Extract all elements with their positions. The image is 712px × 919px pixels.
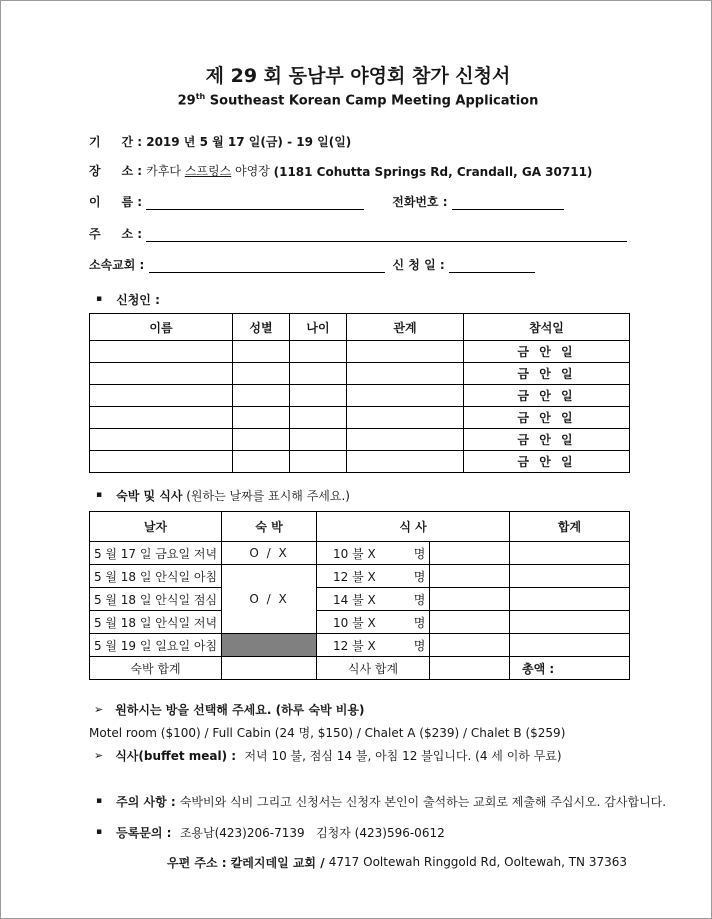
col-header-meal: 식 사 xyxy=(317,512,510,542)
period-row xyxy=(89,132,627,150)
col-header-attend-day: 참석일 xyxy=(464,314,630,341)
meal-price-cell xyxy=(317,588,430,611)
applicants-section-heading xyxy=(89,291,627,307)
room-options-line xyxy=(89,723,627,741)
attend-days-cell[interactable]: 금 안 일 xyxy=(464,407,630,429)
mailing-address-line xyxy=(167,853,627,871)
meal-unit: 명 xyxy=(413,546,426,561)
mailing-address: 4717 Ooltewah Ringgold Rd, Ooltewah, TN 37363 xyxy=(328,855,628,870)
room-select-title: 원하시는 방을 선택해 주세요. (하루 숙박 비용) xyxy=(115,702,365,717)
meal-price-cell xyxy=(317,634,430,657)
meal-unit: 명 xyxy=(413,592,426,607)
period-value: 2019 년 5 월 17 일(금) - 19 일(일) xyxy=(146,135,352,150)
meal-price: 12 불 X xyxy=(333,569,376,584)
applicants-table xyxy=(89,313,630,473)
lodging-meals-table xyxy=(89,511,630,680)
arrow-bullet-icon: ➢ xyxy=(94,702,104,716)
row-total-cell[interactable] xyxy=(510,611,630,634)
attend-days-cell[interactable]: 금 안 일 xyxy=(464,385,630,407)
meal-unit: 명 xyxy=(413,638,426,653)
date-cell: 5 월 19 일 일요일 아침 xyxy=(90,634,222,657)
apply-date-field-blank[interactable] xyxy=(449,257,535,273)
date-cell: 5 월 18 일 안식일 저녁 xyxy=(90,611,222,634)
meal-price: 10 불 X xyxy=(333,615,376,630)
contact-line xyxy=(89,823,627,841)
applicant-relation-cell[interactable] xyxy=(347,363,464,385)
meal-price-cell xyxy=(317,542,430,565)
attend-days-cell[interactable]: 금 안 일 xyxy=(464,451,630,473)
applicant-name-cell[interactable] xyxy=(90,363,233,385)
applicant-age-cell[interactable] xyxy=(290,385,347,407)
applicant-gender-cell[interactable] xyxy=(233,451,290,473)
meal-price-label: 식사(buffet meal) : xyxy=(115,748,245,763)
meal-unit: 명 xyxy=(413,569,426,584)
applicant-age-cell[interactable] xyxy=(290,451,347,473)
date-cell: 5 월 17 일 금요일 저녁 xyxy=(90,542,222,565)
date-cell: 5 월 18 일 안식일 점심 xyxy=(90,588,222,611)
name-row xyxy=(89,192,627,210)
applicant-gender-cell[interactable] xyxy=(233,429,290,451)
col-header-stay: 숙 박 xyxy=(222,512,317,542)
form-subtitle xyxy=(89,92,627,108)
lodging-row-sat-dinner xyxy=(90,611,630,634)
square-bullet-icon: ▪ xyxy=(96,293,103,304)
col-header-total: 합계 xyxy=(510,512,630,542)
name-label: 이 름 : xyxy=(89,195,147,210)
applicant-gender-cell[interactable] xyxy=(233,407,290,429)
form-title: 제 29 회 동남부 야영회 참가 신청서 xyxy=(205,65,511,87)
subtitle-number: 29 xyxy=(177,93,196,109)
row-total-cell[interactable] xyxy=(510,588,630,611)
caution-label: 주의 사항 : xyxy=(116,794,180,809)
stay-total-label: 숙박 합계 xyxy=(90,657,222,680)
contact-person-2: 김청자 (423)596-0612 xyxy=(316,825,445,840)
row-total-cell[interactable] xyxy=(510,634,630,657)
applicant-relation-cell[interactable] xyxy=(347,385,464,407)
meal-amount-cell[interactable] xyxy=(430,588,510,611)
col-header-relation: 관계 xyxy=(347,314,464,341)
col-header-name: 이름 xyxy=(90,314,233,341)
caution-line xyxy=(89,792,667,810)
subtitle-ordinal: th xyxy=(195,91,206,101)
applicant-age-cell[interactable] xyxy=(290,407,347,429)
square-bullet-icon: ▪ xyxy=(96,795,103,806)
mailing-label: 우편 주소 : 칼레지데일 교회 / xyxy=(167,855,329,870)
square-bullet-icon: ▪ xyxy=(96,826,103,837)
meal-amount-cell[interactable] xyxy=(430,565,510,588)
applicant-name-cell[interactable] xyxy=(90,407,233,429)
meal-price-cell xyxy=(317,611,430,634)
apply-date-label: 신 청 일 : xyxy=(392,258,449,273)
applicant-name-cell[interactable] xyxy=(90,341,233,363)
row-total-cell[interactable] xyxy=(510,565,630,588)
meal-price: 12 불 X xyxy=(333,638,376,653)
applicant-row xyxy=(90,385,630,407)
contact-separator xyxy=(305,825,316,839)
room-select-line xyxy=(89,700,627,718)
contact-person-1: 조용남(423)206-7139 xyxy=(179,825,305,840)
church-row xyxy=(89,255,627,273)
applicant-row xyxy=(90,363,630,385)
applicant-row xyxy=(90,341,630,363)
lodging-section-hint: (원하는 날짜를 표시해 주세요.) xyxy=(182,488,350,503)
applicant-row xyxy=(90,429,630,451)
lodging-section-title: 숙박 및 식사 xyxy=(116,488,183,503)
attend-days-cell[interactable]: 금 안 일 xyxy=(464,341,630,363)
square-bullet-icon: ▪ xyxy=(96,489,103,500)
location-address: (1181 Cohutta Springs Rd, Crandall, GA 30711) xyxy=(273,165,593,180)
meal-price-text: 저녁 10 불, 점심 14 불, 아침 12 불입니다. (4 세 이하 무료) xyxy=(244,748,562,763)
phone-label: 전화번호 : xyxy=(392,195,452,210)
meal-total-label: 식사 합계 xyxy=(317,657,430,680)
applicant-gender-cell[interactable] xyxy=(233,385,290,407)
col-header-date: 날자 xyxy=(90,512,222,542)
meal-price: 10 불 X xyxy=(333,546,376,561)
lodging-row-fri-dinner xyxy=(90,542,630,565)
attend-days-cell[interactable]: 금 안 일 xyxy=(464,363,630,385)
meal-total-cell[interactable] xyxy=(430,657,510,680)
location-row xyxy=(89,161,627,179)
col-header-age: 나이 xyxy=(290,314,347,341)
address-row xyxy=(89,224,627,242)
lodging-row-sat-breakfast xyxy=(90,565,630,588)
lodging-row-sun-breakfast xyxy=(90,634,630,657)
meal-amount-cell[interactable] xyxy=(430,611,510,634)
applicant-relation-cell[interactable] xyxy=(347,341,464,363)
applicant-name-cell[interactable] xyxy=(90,429,233,451)
applicant-age-cell[interactable] xyxy=(290,363,347,385)
stay-ox-cell[interactable]: O / X xyxy=(222,542,317,565)
applicants-section-title: 신청인 : xyxy=(116,292,160,307)
row-total-cell[interactable] xyxy=(510,542,630,565)
meal-price-line xyxy=(89,746,627,764)
meal-amount-cell[interactable] xyxy=(430,542,510,565)
stay-total-cell[interactable] xyxy=(222,657,317,680)
col-header-gender: 성별 xyxy=(233,314,290,341)
applicant-age-cell[interactable] xyxy=(290,341,347,363)
applicant-age-cell[interactable] xyxy=(290,429,347,451)
applicant-row xyxy=(90,407,630,429)
stay-ox-merged-cell[interactable]: O / X xyxy=(222,565,317,634)
location-label: 장 소 : xyxy=(89,164,147,179)
lodging-header-row xyxy=(90,512,630,542)
applicant-relation-cell[interactable] xyxy=(347,407,464,429)
address-label: 주 소 : xyxy=(89,227,147,242)
caution-text: 숙박비와 식비 그리고 신청서는 신청자 본인이 출석하는 교회로 제출해 주십시오. 감사합니다. xyxy=(179,794,667,809)
lodging-footer-row xyxy=(90,657,630,680)
room-options-text: Motel room ($100) / Full Cabin (24 명, $150) / Chalet A ($239) / Chalet B ($259) xyxy=(89,725,566,740)
grand-total-label[interactable]: 총액 : xyxy=(510,657,630,680)
name-field-blank[interactable] xyxy=(146,194,364,210)
meal-unit: 명 xyxy=(413,615,426,630)
stay-disabled-cell xyxy=(222,634,317,657)
church-label: 소속교회 : xyxy=(89,258,149,273)
period-label: 기 간 : xyxy=(89,135,147,150)
applicant-row xyxy=(90,451,630,473)
location-name: 카후다 xyxy=(146,164,185,179)
attend-days-cell[interactable]: 금 안 일 xyxy=(464,429,630,451)
address-field-blank[interactable] xyxy=(146,226,627,242)
applicant-gender-cell[interactable] xyxy=(233,341,290,363)
meal-price: 14 불 X xyxy=(333,592,376,607)
applicant-gender-cell[interactable] xyxy=(233,363,290,385)
applicants-header-row xyxy=(90,314,630,341)
arrow-bullet-icon: ➢ xyxy=(94,748,104,762)
applicant-relation-cell[interactable] xyxy=(347,451,464,473)
location-name-underlined: 스프링스 xyxy=(184,164,232,179)
date-cell: 5 월 18 일 안식일 아침 xyxy=(90,565,222,588)
lodging-row-sat-lunch xyxy=(90,588,630,611)
contact-label: 등록문의 : xyxy=(116,825,180,840)
applicant-name-cell[interactable] xyxy=(90,385,233,407)
applicant-relation-cell[interactable] xyxy=(347,429,464,451)
subtitle-text: Southeast Korean Camp Meeting Application xyxy=(205,93,539,109)
meal-amount-cell[interactable] xyxy=(430,634,510,657)
lodging-section-heading xyxy=(89,487,627,503)
location-name-rest: 야영장 xyxy=(231,164,274,179)
meal-price-cell xyxy=(317,565,430,588)
church-field-blank[interactable] xyxy=(149,257,385,273)
applicant-name-cell[interactable] xyxy=(90,451,233,473)
phone-field-blank[interactable] xyxy=(452,194,564,210)
